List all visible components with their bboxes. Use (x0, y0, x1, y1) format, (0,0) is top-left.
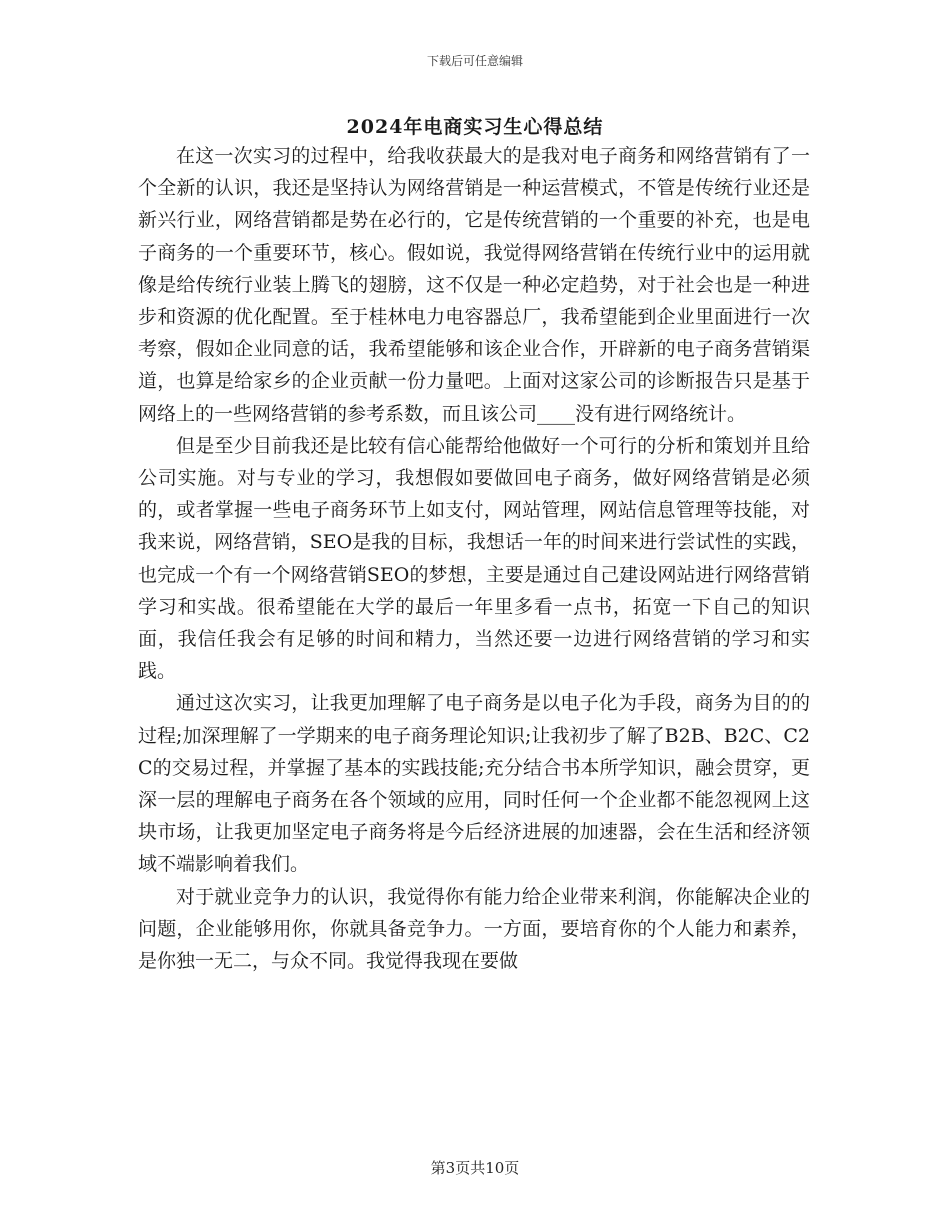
page-header-note: 下载后可任意编辑 (426, 54, 523, 68)
document-body (138, 140, 810, 977)
body-paragraph: 在这一次实习的过程中，给我收获最大的是我对电子商务和网络营销有了一个全新的认识，我还是坚持认为网络营销是一种运营模式，不管是传统行业还是新兴行业，网络营销都是势在必行的，它是传统营销的一个重要的补充，也是电子商务的一个重要环节，核心。假如说，我觉得网络营销在传统行业中的运用就像是给传统行业装上腾飞的翅膀，这不仅是一种必定趋势，对于社会也是一种进步和资源的优化配置。至于桂林电力电容器总厂，我希望能到企业里面进行一次考察，假如企业同意的话，我希望能够和该企业合作，开辟新的电子商务营销渠道，也算是给家乡的企业贡献一份力量吧。上面对这家公司的诊断报告只是基于网络上的一些网络营销的参考系数，而且该公司____没有进行网络统计。 (138, 145, 810, 425)
document-title: 2024年电商实习生心得总结 (346, 116, 604, 138)
body-paragraph: 但是至少目前我还是比较有信心能帮给他做好一个可行的分析和策划并且给公司实施。对与专业的学习，我想假如要做回电子商务，做好网络营销是必须的，或者掌握一些电子商务环节上如支付，网站管理，网站信息管理等技能，对我来说，网络营销，SEO是我的目标，我想话一年的时间来进行尝试性的实践，也完成一个有一个网络营销SEO的梦想，主要是通过自己建设网站进行网络营销学习和实战。很希望能在大学的最后一年里多看一点书，拓宽一下自己的知识面，我信任我会有足够的时间和精力，当然还要一边进行网络营销的学习和实践。 (138, 434, 810, 683)
body-paragraph: 对于就业竞争力的认识，我觉得你有能力给企业带来利润，你能解决企业的问题，企业能够用你，你就具备竞争力。一方面，要培育你的个人能力和素养，是你独一无二，与众不同。我觉得我现在要做 (138, 885, 810, 973)
body-paragraph: 通过这次实习，让我更加理解了电子商务是以电子化为手段，商务为目的的过程;加深理解了一学期来的电子商务理论知识;让我初步了解了B2B、B2C、C2C的交易过程，并掌握了基本的实践技能;充分结合书本所学知识，融会贯穿，更深一层的理解电子商务在各个领域的应用，同时任何一个企业都不能忽视网上这块市场，让我更加坚定电子商务将是今后经济进展的加速器，会在生活和经济领域不端影响着我们。 (138, 692, 810, 876)
page-number: 第3页共10页 (430, 1159, 520, 1177)
